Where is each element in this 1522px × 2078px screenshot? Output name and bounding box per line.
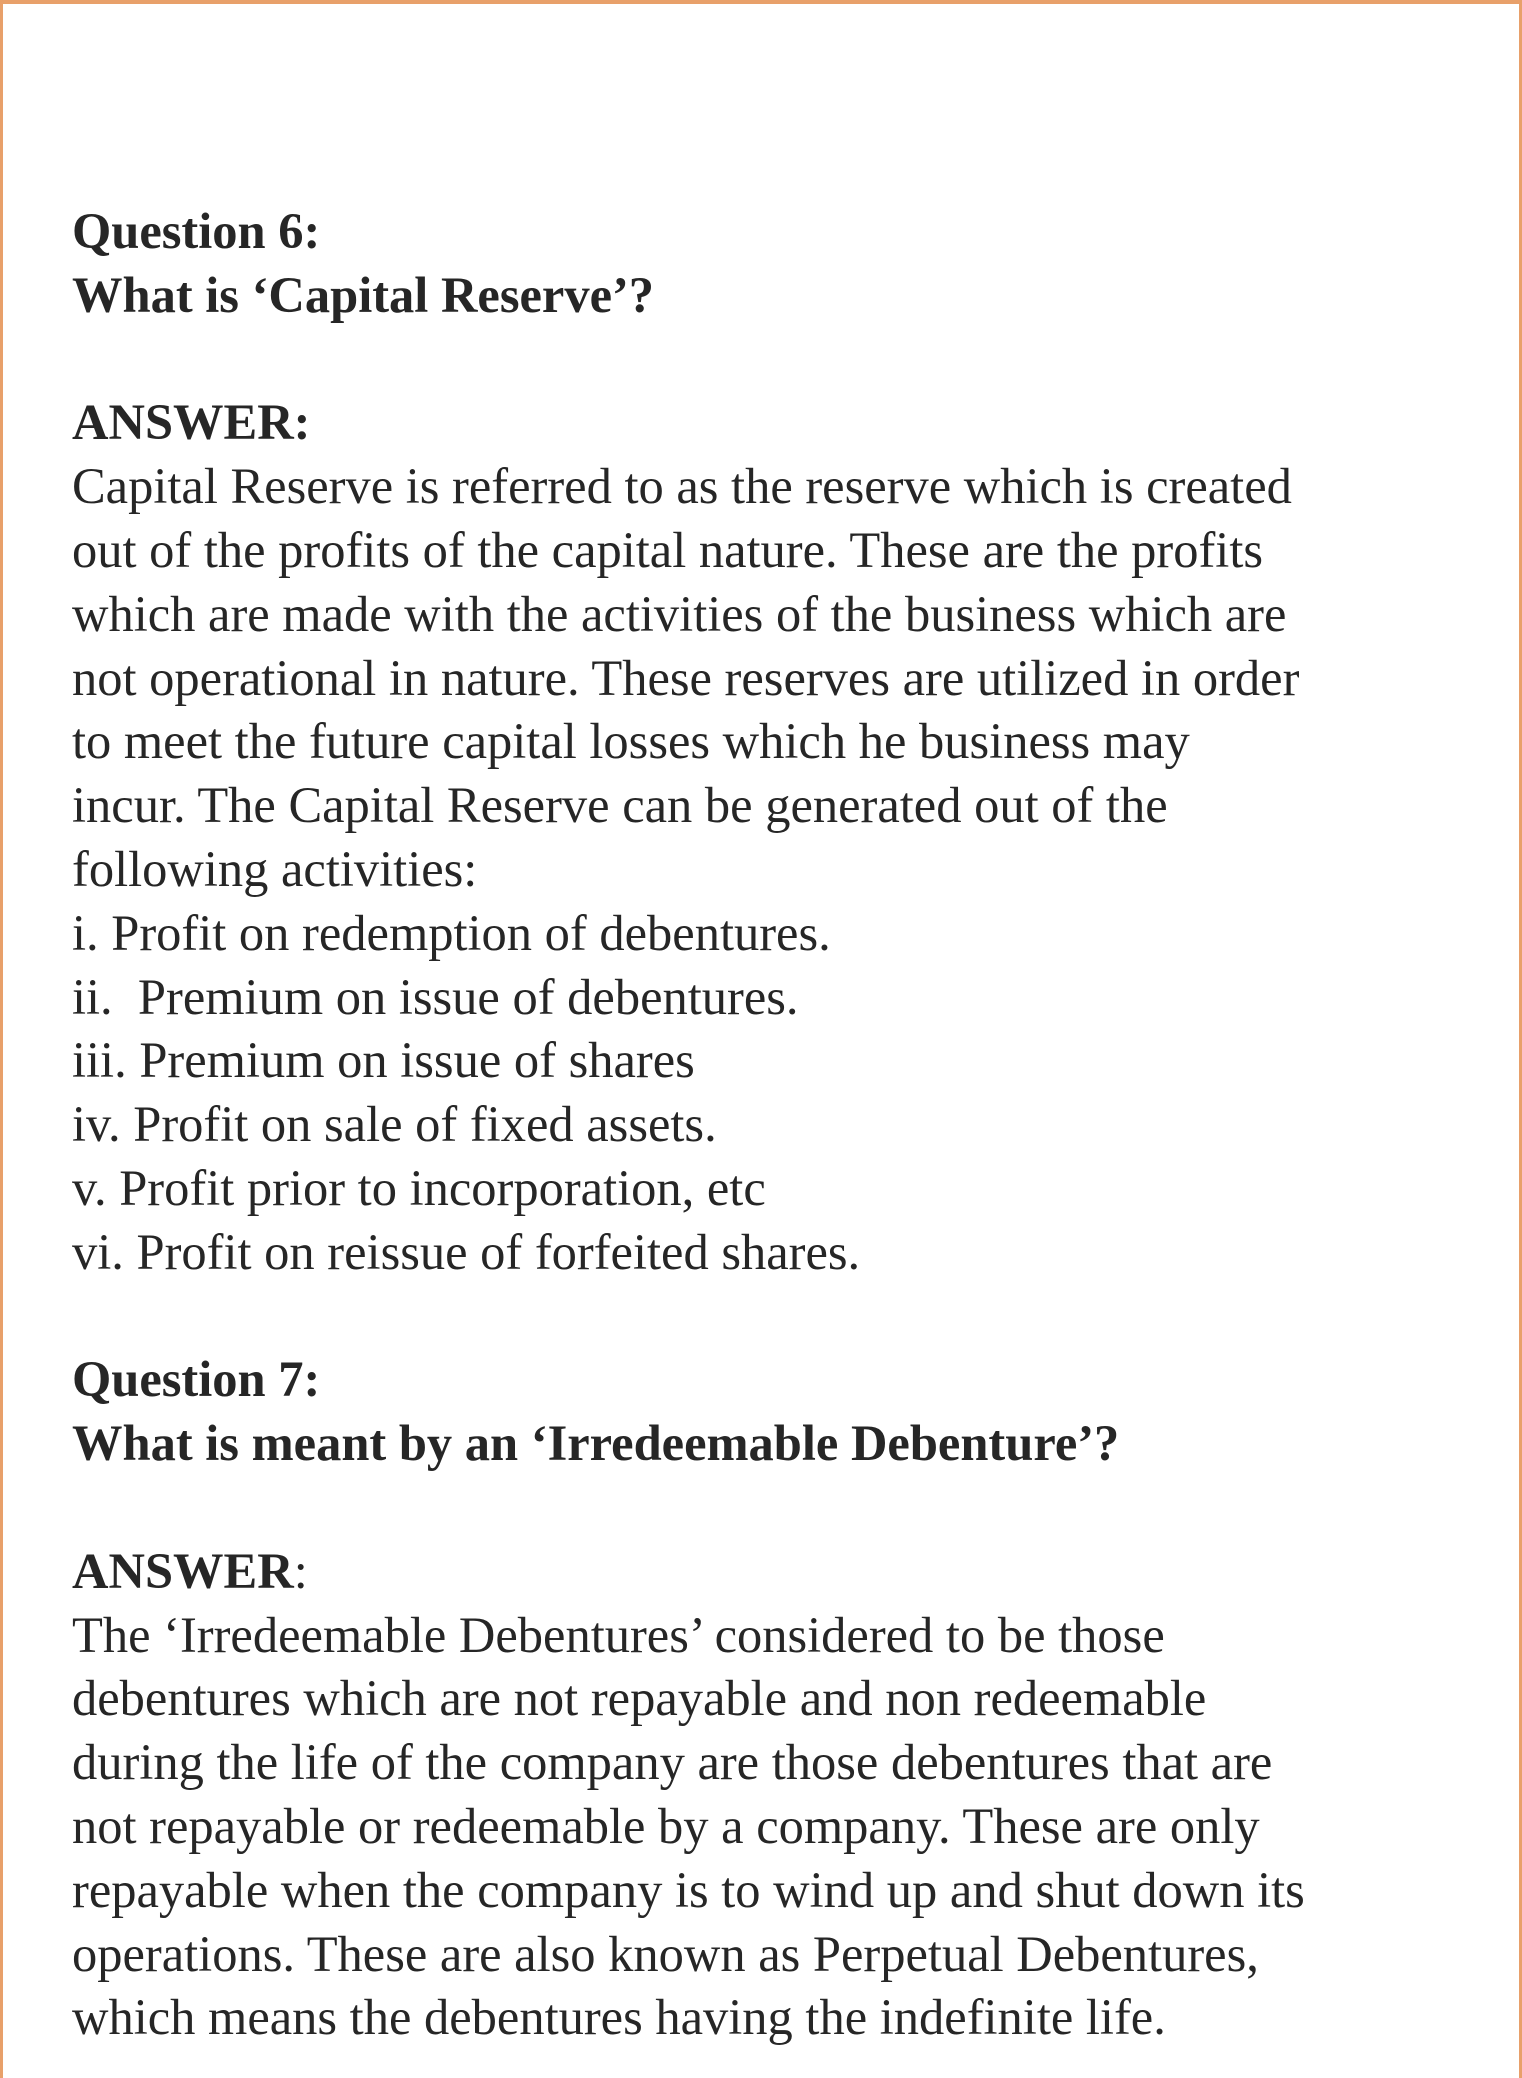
answer-line: which are made with the activities of the business which are bbox=[72, 585, 1287, 642]
spacer bbox=[72, 1476, 1492, 1540]
question-7-answer-label: ANSWER bbox=[72, 1542, 294, 1599]
document-body bbox=[72, 200, 1492, 2050]
question-6-answer-label: ANSWER: bbox=[72, 394, 311, 451]
answer-line: to meet the future capital losses which he business may bbox=[72, 713, 1190, 770]
question-7-number: Question 7: bbox=[72, 1351, 321, 1408]
answer-line: not operational in nature. These reserves are utilized in order bbox=[72, 649, 1300, 706]
answer-line: operations. These are also known as Perpetual Debentures, bbox=[72, 1925, 1259, 1982]
list-item: i. Profit on redemption of debentures. bbox=[72, 904, 831, 961]
spacer bbox=[72, 1285, 1492, 1349]
answer-line: Capital Reserve is referred to as the reserve which is created bbox=[72, 458, 1292, 515]
list-item: iv. Profit on sale of fixed assets. bbox=[72, 1096, 717, 1153]
list-item: v. Profit prior to incorporation, etc bbox=[72, 1159, 766, 1216]
answer-line: following activities: bbox=[72, 840, 478, 897]
list-item: iii. Premium on issue of shares bbox=[72, 1032, 695, 1089]
answer-colon: : bbox=[293, 1542, 308, 1599]
answer-line: The ‘Irredeemable Debentures’ considered to be those bbox=[72, 1606, 1165, 1663]
answer-line: not repayable or redeemable by a company. These are only bbox=[72, 1797, 1260, 1854]
answer-line: which means the debentures having the indefinite life. bbox=[72, 1989, 1166, 2046]
question-6-section bbox=[72, 200, 1492, 1285]
answer-line: repayable when the company is to wind up and shut down its bbox=[72, 1861, 1305, 1918]
list-item: ii. Premium on issue of debentures. bbox=[72, 968, 799, 1025]
question-7-title: What is meant by an ‘Irredeemable Debenture’? bbox=[72, 1415, 1120, 1472]
answer-line: incur. The Capital Reserve can be generated out of the bbox=[72, 777, 1168, 834]
list-item: vi. Profit on reissue of forfeited shares. bbox=[72, 1223, 861, 1280]
question-7-answer-heading bbox=[72, 1540, 1492, 1604]
answer-line: out of the profits of the capital nature. These are the profits bbox=[72, 521, 1264, 578]
answer-line: debentures which are not repayable and non redeemable bbox=[72, 1670, 1207, 1727]
question-7-section bbox=[72, 1348, 1492, 2050]
question-6-number: Question 6: bbox=[72, 203, 321, 259]
question-6-title: What is ‘Capital Reserve’? bbox=[72, 266, 655, 323]
answer-line: during the life of the company are those debentures that are bbox=[72, 1734, 1273, 1791]
spacer bbox=[72, 328, 1492, 392]
